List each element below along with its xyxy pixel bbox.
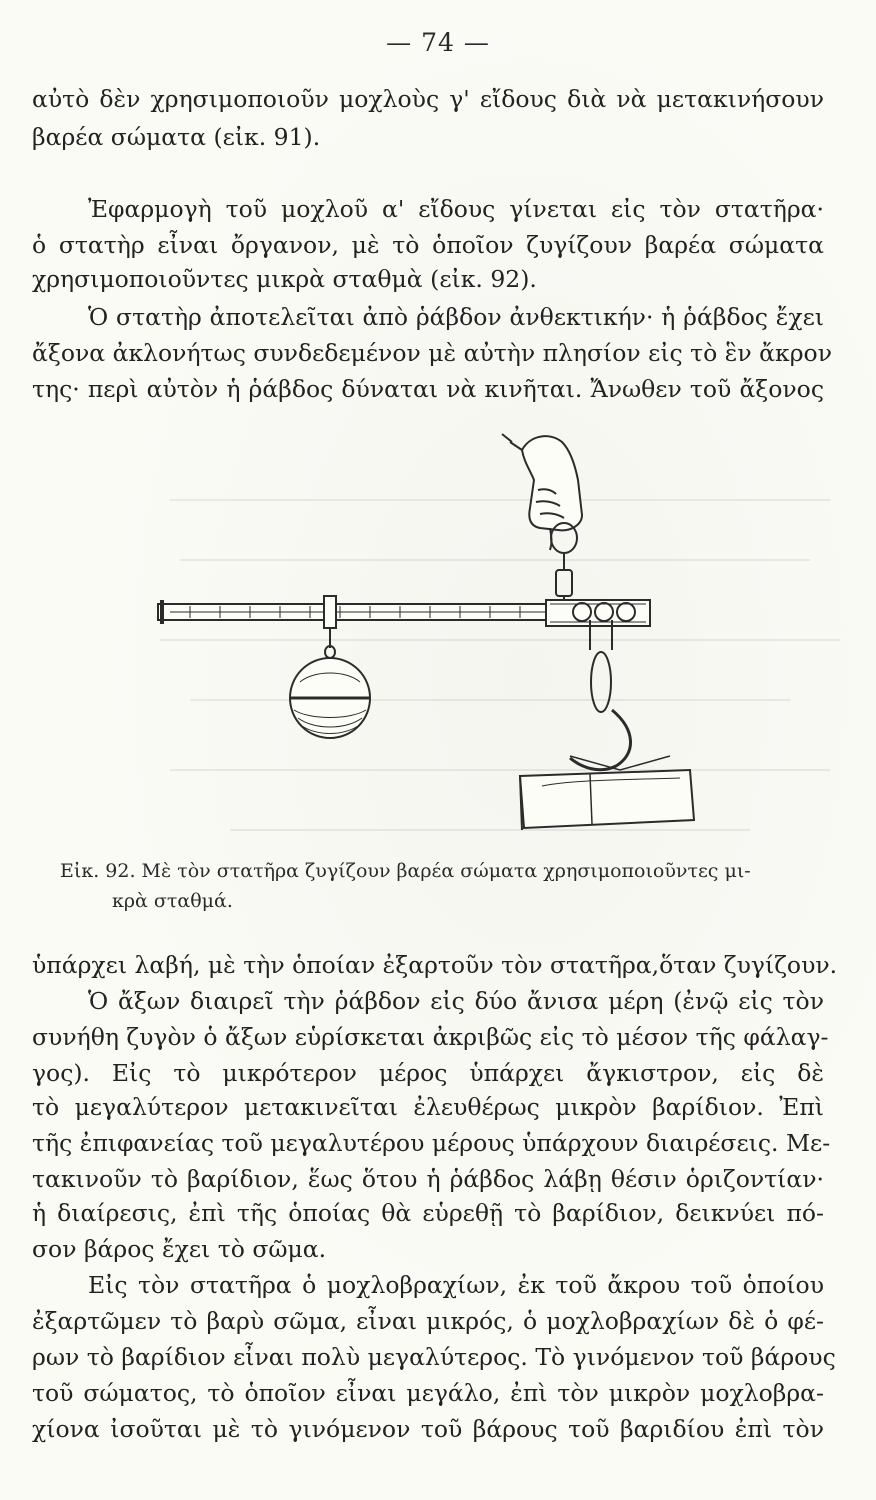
- steelyard-illustration: [150, 420, 710, 840]
- text-line: της· περὶ αὐτὸν ἡ ῥάβδος δύναται νὰ κινῆται. Ἄνωθεν τοῦ ἄξονος: [32, 375, 824, 403]
- text-line: ρων τὸ βαρίδιον εἶναι πολὺ μεγαλύτερος. Τὸ γινόμενον τοῦ βάρους: [32, 1343, 836, 1371]
- page-number: — 74 —: [386, 28, 490, 57]
- text-line: αὐτὸ δὲν χρησιμοποιοῦν μοχλοὺς γ' εἴδους διὰ νὰ μετακινήσουν: [32, 85, 824, 113]
- text-line: ἐξαρτῶμεν τὸ βαρὺ σῶμα, εἶναι μικρός, ὁ μοχλοβραχίων δὲ ὁ φέ-: [32, 1307, 824, 1335]
- text-line: χρησιμοποιοῦντες μικρὰ σταθμὰ (εἰκ. 92).: [32, 265, 537, 293]
- text-line: σον βάρος ἔχει τὸ σῶμα.: [32, 1235, 327, 1263]
- text-line: Ὁ στατὴρ ἀποτελεῖται ἀπὸ ῥάβδον ἀνθεκτικήν· ἡ ῥάβδος ἔχει: [88, 303, 824, 331]
- text-line: τακινοῦν τὸ βαρίδιον, ἕως ὅτου ἡ ῥάβδος λάβῃ θέσιν ὁριζοντίαν·: [32, 1165, 824, 1193]
- text-line: Εἰς τὸν στατῆρα ὁ μοχλοβραχίων, ἐκ τοῦ ἄκρου τοῦ ὁποίου: [88, 1271, 824, 1299]
- hook-icon: [570, 710, 631, 770]
- text-line: γος). Εἰς τὸ μικρότερον μέρος ὑπάρχει ἄγκιστρον, εἰς δὲ: [32, 1059, 824, 1087]
- text-line: βαρέα σώματα (εἰκ. 91).: [32, 123, 321, 151]
- text-line: συνήθη ζυγὸν ὁ ἄξων εὑρίσκεται ἀκριβῶς εἰς τὸ μέσον τῆς φάλαγ-: [32, 1023, 829, 1051]
- heavy-box-icon: [520, 756, 694, 830]
- text-line: τοῦ σώματος, τὸ ὁποῖον εἶναι μεγάλο, ἐπὶ τὸν μικρὸν μοχλοβρα-: [32, 1379, 824, 1407]
- figure-caption-continued: κρὰ σταθμά.: [112, 890, 233, 912]
- hook-link-icon: [591, 652, 611, 712]
- hand-icon: [502, 434, 582, 550]
- text-line: τῆς ἐπιφανείας τοῦ μεγαλυτέρου μέρους ὑπάρχουν διαιρέσεις. Με-: [32, 1129, 831, 1157]
- weight-ball-icon: [290, 658, 370, 738]
- text-line: ἄξονα ἀκλονήτως συνδεδεμένον μὲ αὐτὴν πλησίον εἰς τὸ ἓν ἄκρον: [32, 339, 832, 367]
- text-line: τὸ μεγαλύτερον μετακινεῖται ἐλευθέρως μικρὸν βαρίδιον. Ἐπὶ: [32, 1093, 824, 1121]
- figure-caption: Εἰκ. 92. Μὲ τὸν στατῆρα ζυγίζουν βαρέα σώματα χρησιμοποιοῦντες μι-: [60, 860, 751, 882]
- text-line: ὁ στατὴρ εἶναι ὄργανον, μὲ τὸ ὁποῖον ζυγίζουν βαρέα σώματα: [32, 231, 824, 259]
- text-line: χίονα ἰσοῦται μὲ τὸ γινόμενον τοῦ βάρους τοῦ βαριδίου ἐπὶ τὸν: [32, 1415, 824, 1443]
- text-line: ἡ διαίρεσις, ἐπὶ τῆς ὁποίας θὰ εὑρεθῇ τὸ βαρίδιον, δεικνύει πό-: [32, 1199, 824, 1227]
- text-line: Ὁ ἄξων διαιρεῖ τὴν ῥάβδον εἰς δύο ἄνισα μέρη (ἐνῷ εἰς τὸν: [88, 987, 824, 1015]
- text-line: ὑπάρχει λαβή, μὲ τὴν ὁποίαν ἐξαρτοῦν τὸν στατῆρα,ὅταν ζυγίζουν.: [32, 951, 838, 979]
- text-line: Ἐφαρμογὴ τοῦ μοχλοῦ α' εἴδους γίνεται εἰς τὸν στατῆρα·: [88, 195, 824, 223]
